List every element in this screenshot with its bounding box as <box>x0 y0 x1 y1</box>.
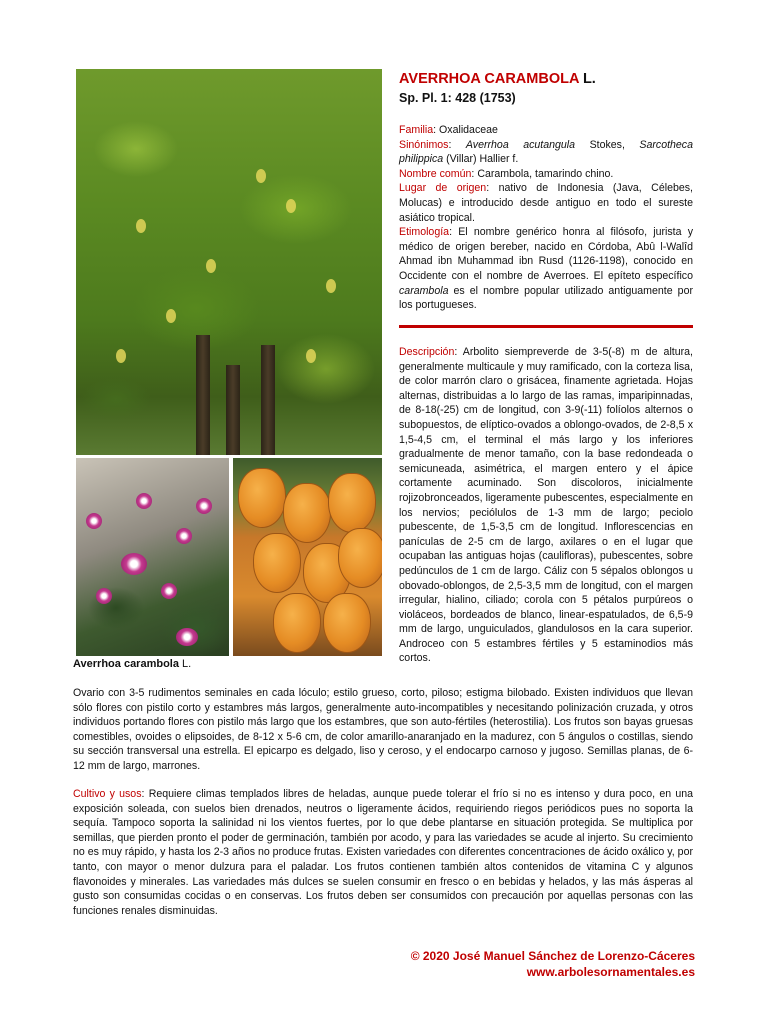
origen-label: Lugar de origen <box>399 182 487 195</box>
trunk-shape <box>226 365 240 455</box>
publication-reference: Sp. Pl. 1: 428 (1753) <box>399 91 516 105</box>
familia-label: Familia <box>399 124 434 136</box>
species-author: L. <box>582 71 596 87</box>
etimologia-text-2: es el nombre popular utilizado antiguamente por los portugueses. <box>399 284 693 312</box>
sinonimo-2-author: (Villar) Hallier f. <box>443 153 519 166</box>
fruit-photo <box>233 458 382 656</box>
descripcion-label: Descripción <box>399 346 455 358</box>
species-title <box>399 71 596 87</box>
sinonimo-2: Sarcotheca philippica <box>399 138 693 166</box>
descripcion-text: Arbolito siempreverde de 3-5(-8) m de altura, generalmente multicaule y muy ramificado, con la corteza lisa, de color marrón claro o grisácea, finamente agrietada. Hojas alternas, distribuidas a lo largo de las ramas, imparipinnadas, de 8-18(-25) cm de longitud, con 3-9(-11) folíolos alternos o subopuestos, de elíptico-ovados a oblongo-ovados, de 2-8,5 x 1,5-4,5 cm, el terminal el más largo y los inferiores gradualmente de menor tamaño, con la base redondeada o semicuneada, asimétrica, el margen entero y el ápice cortamente acuminado. Son discoloros, inicialmente rojizobronceados, ligeramente pubescentes, especialmente en los nervios; peciólulos de 1-3 mm de largo; peciolo pubescente, de 1,5-3,5 cm de longitud. Inflorescencias en panículas de 2-5 cm de largo, axilares o en el lugar que ocupaban las antiguas hojas (caulifloras), pubescentes, sobre pedúnculos de 1 cm de largo. Cáliz con 5 sépalos oblongos u obovado-oblongos, de 2,5-3,5 mm de longitud, con el margen irregular, hialino, ciliado; corola con 5 pétalos purpúreos o violáceos, bordeados de blanco, linear-espatulados, de 6,5-9 mm de largo, unguiculados, glandulosos en la cara superior. Androceo con 5 estambres fértiles y 5 estaminodios más cortos. <box>399 346 693 665</box>
etimologia-text-1: El nombre genérico honra al filósofo, jurista y médico de origen bereber, nacido en Córdoba, Abû l-Walîd Ahmad ibn Muhammad ibn Rusd (1126-1198), conocido en Occidente con el nombre de Averroes. El epíteto específico <box>399 226 694 282</box>
flower-shape <box>196 498 212 514</box>
fruit-dot <box>326 279 336 293</box>
fruit-shape <box>283 483 331 543</box>
cultivo-label: Cultivo y usos <box>73 788 142 800</box>
fruit-dot <box>306 349 316 363</box>
origen-value: nativo de Indonesia (Java, Célebes, Molucas) e introducido desde antiguo en todo el sureste asiático tropical. <box>399 182 693 224</box>
trunk-shape <box>196 335 210 455</box>
section-divider <box>399 325 693 328</box>
fruit-dot <box>286 199 296 213</box>
familia-line: Familia: Oxalidaceae <box>399 124 498 136</box>
flower-shape <box>96 588 112 604</box>
species-name: AVERRHOA CARAMBOLA <box>399 71 579 87</box>
fruit-dot <box>136 219 146 233</box>
caption-author: L. <box>178 658 192 670</box>
trunk-shape <box>261 345 275 455</box>
fruit-dot <box>116 349 126 363</box>
nombre-value: Carambola, tamarindo chino. <box>477 167 614 180</box>
nombre-label: Nombre común <box>399 167 472 180</box>
flower-shape <box>121 553 147 575</box>
fruit-dot <box>256 169 266 183</box>
fruit-shape <box>328 473 376 533</box>
website-link[interactable]: www.arbolesornamentales.es <box>526 965 695 979</box>
etimologia-epithet: carambola <box>399 284 449 297</box>
sinonimos-line: Sinónimos: Averrhoa acutangula Stokes, Sarcotheca philippica (Villar) Hallier f. <box>399 138 693 166</box>
flower-shape <box>176 628 198 646</box>
cultivo-text: Requiere climas templados libres de heladas, aunque puede tolerar el frío si no es intenso y dura poco, en una exposición soleada, con suelos bien drenados, neutros o ligeramente ácidos, requiriendo riegos periódicos pues no soporta la sequía. Tampoco soporta la salinidad ni los vientos fuertes, por lo que debe plantarse en situación protegida. Se multiplica por semillas, que pierden pronto el poder de germinación, también por acodo, y para las variedades se acude al injerto. Su crecimiento no es muy rápido, y hasta los 2-3 años no produce frutas. Existen variedades con diferentes concentraciones de ácido oxálico y, por tanto, con mayor o menor dulzura para el paladar. Los frutos contienen también altos contenidos de vitamina C y algunos flavonoides y minerales. Las variedades más dulces se suelen consumir en fresco o en bebidas y helados, y las más ásperas al gusto son consumidas cocidas o en conservas. Los frutos deben ser consumidos con precaución por aquellas personas con las funciones renales disminuidas. <box>73 788 693 917</box>
fruit-dot <box>166 309 176 323</box>
cultivo-block: Cultivo y usos: Requiere climas templados libres de heladas, aunque puede tolerar el frío si no es intenso y dura poco, en una exposición soleada, con suelos bien drenados, neutros o ligeramente ácidos, requiriendo riegos periódicos pues no soporta la sequía. Tampoco soporta la salinidad ni los vientos fuertes, por lo que debe plantarse en situación protegida. Se multiplica por semillas, que pierden pronto el poder de germinación, también por acodo, y para las variedades se acude al injerto. Su crecimiento no es muy rápido, y hasta los 2-3 años no produce frutas. Existen variedades con diferentes concentraciones de ácido oxálico y, por tanto, con mayor o menor dulzura para el paladar. Los frutos contienen también altos contenidos de vitamina C y algunos flavonoides y minerales. Las variedades más dulces se suelen consumir en fresco o en bebidas y helados, y las más ásperas al gusto son consumidas cocidas o en conservas. Los frutos deben ser consumidos con precaución por aquellas personas con las funciones renales disminuidas. <box>73 788 693 917</box>
copyright-text: © 2020 José Manuel Sánchez de Lorenzo-Cáceres <box>410 949 695 963</box>
descripcion-block: Descripción: Arbolito siempreverde de 3-5(-8) m de altura, generalmente multicaule y muy ramificado, con la corteza lisa, de color marrón claro o grisácea, finamente agrietada. Hojas alternas, distribuidas a lo largo de las ramas, imparipinnadas, de 8-18(-25) cm de longitud, con 3-9(-11) folíolos alternos o subopuestos, de elíptico-ovados a oblongo-ovados, de 2-8,5 x 1,5-4,5 cm, el terminal el más largo y los inferiores gradualmente de menor tamaño, con la base redondeada o semicuneada, asimétrica, el margen entero y el ápice cortamente acuminado. Son discoloros, inicialmente rojizobronceados, ligeramente pubescentes, especialmente en los nervios; peciólulos de 1-3 mm de largo; peciolo pubescente, de 1,5-3,5 cm de longitud. Inflorescencias en panículas de 2-5 cm de largo, axilares o en el lugar que ocupaban las antiguas hojas (caulifloras), pubescentes, sobre pedúnculos de 1 cm de largo. Cáliz con 5 sépalos oblongos u obovado-oblongos, de 2,5-3,5 mm de longitud, con el margen irregular, hialino, ciliado; corola con 5 pétalos purpúreos o violáceos, bordeados de blanco, linear-espatulados, de 6,5-9 mm de largo, unguiculados, glandulosos en la cara superior. Androceo con 5 estambres fértiles y 5 estaminodios más cortos. <box>399 346 693 665</box>
photo-caption <box>73 658 191 670</box>
flower-shape <box>136 493 152 509</box>
fruit-dot <box>206 259 216 273</box>
sinonimo-1-author: Stokes, <box>575 138 640 151</box>
caption-species: Averrhoa carambola <box>73 658 179 670</box>
info-block <box>399 123 693 313</box>
flower-shape <box>176 528 192 544</box>
nombre-line: Nombre común: Carambola, tamarindo chino. <box>399 167 614 180</box>
tree-photo <box>76 69 382 455</box>
flower-shape <box>161 583 177 599</box>
flowers-photo <box>76 458 229 656</box>
etimologia-line: Etimología: El nombre genérico honra al filósofo, jurista y médico de origen bereber, nacido en Córdoba, Abû l-Walîd Ahmad ibn Muhammad ibn Rusd (1126-1198), conocido en Occidente con el nombre de Averroes. El epíteto específico carambola es el nombre popular utilizado antiguamente por los portugueses. <box>399 226 694 312</box>
flower-shape <box>86 513 102 529</box>
fruit-shape <box>273 593 321 653</box>
sinonimos-label: Sinónimos <box>399 138 449 151</box>
fruit-shape <box>323 593 371 653</box>
fruit-shape <box>253 533 301 593</box>
footer <box>411 948 695 980</box>
descripcion-continued: Ovario con 3-5 rudimentos seminales en cada lóculo; estilo grueso, corto, piloso; estigma bilobado. Existen individuos que llevan sólo flores con pistilo corto y estambres más largos, generalmente auto-incompatibles y necesitando polinización cruzada, y otros individuos portando flores con pistilo más largo que los estambres, que son auto-fértiles (heterostilia). Los frutos son bayas gruesas comestibles, ovoides o elipsoides, de 8-12 x 5-6 cm, de color amarillo-anaranjado en la madurez, con 5 ángulos o costillas, siendo su sección transversal una estrella. El epicarpo es delgado, liso y ceroso, y el endocarpo carnoso y jugoso. Semillas planas, de 6-12 mm de largo, marrones. <box>73 687 693 772</box>
fruit-shape <box>338 528 382 588</box>
sinonimo-1: Averrhoa acutangula <box>465 138 576 151</box>
origen-line: Lugar de origen: nativo de Indonesia (Java, Célebes, Molucas) e introducido desde antiguo en todo el sureste asiático tropical. <box>399 182 693 224</box>
familia-value: Oxalidaceae <box>439 124 498 136</box>
fruit-shape <box>238 468 286 528</box>
etimologia-label: Etimología <box>399 226 450 239</box>
